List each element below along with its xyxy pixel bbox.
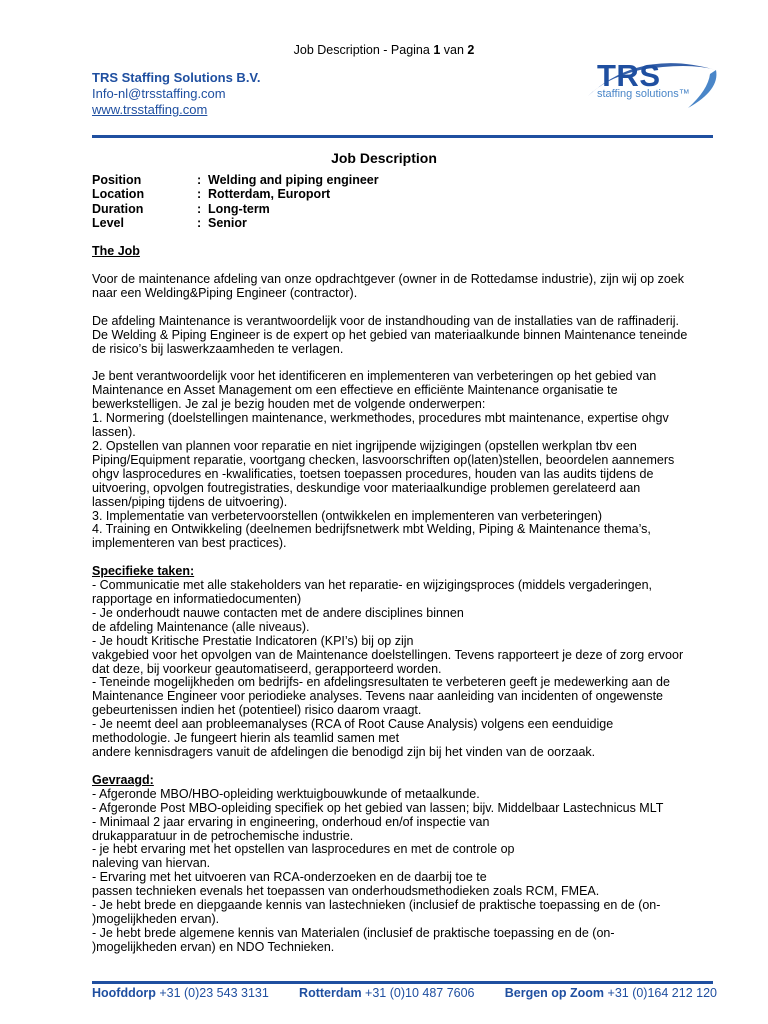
requirement-line: - Afgeronde MBO/HBO-opleiding werktuigbouwkunde of metaalkunde.: [92, 786, 480, 801]
task-line: rapportage en informatiedocumenten): [92, 592, 302, 607]
job-paragraph-2: [92, 315, 717, 357]
text-line: bewerkstelligen. Je zal je bezig houden met de volgende onderwerpen:: [92, 397, 486, 412]
office-phone: +31 (0)23 543 3131: [155, 986, 269, 1000]
office-phone: +31 (0)10 487 7606: [361, 986, 475, 1000]
company-block: [92, 70, 261, 118]
company-email-link[interactable]: Info-nl@trsstaffing.com: [92, 86, 226, 101]
text-line: 2. Opstellen van plannen voor reparatie en niet ingrijpende wijzigingen (opstellen werkplan tbv een: [92, 438, 637, 453]
requirement-line: - Ervaring met het uitvoeren van RCA-onderzoeken en de daarbij toe te: [92, 870, 487, 885]
logo-text: TRS: [597, 58, 661, 93]
info-value: Rotterdam, Europort: [208, 187, 331, 202]
info-value: Welding and piping engineer: [208, 173, 379, 187]
requirement-line: )mogelijkheden ervan) en NDO Technieken.: [92, 939, 335, 954]
task-line: - Je houdt Kritische Prestatie Indicatoren (KPI’s) bij op zijn: [92, 633, 414, 648]
logo-subtext: staffing solutions™: [597, 88, 690, 100]
info-value: Long-term: [208, 201, 270, 216]
info-row: [92, 216, 379, 230]
task-line: andere kennisdragers vanuit de afdelingen die benodigd zijn bij het vinden van de oorzaak.: [92, 745, 596, 759]
footer-office: [92, 986, 269, 1000]
requirement-line: - Je hebt brede algemene kennis van Materialen (inclusief de praktische toepassing en de (on-: [92, 925, 615, 940]
text-line: Maintenance en Asset Management om een effectieve en efficiënte Maintenance organisatie te: [92, 383, 618, 398]
info-row: [92, 187, 379, 201]
text-line: 1. Normering (doelstellingen maintenance, werkmethodes, procedures mbt maintenance, expertise ohgv: [92, 411, 669, 426]
info-colon: :: [197, 215, 202, 230]
text-line: ohgv lasprocedures en -kwalificaties, toetsen toepassen procedures, houden van las audits tijdens de: [92, 466, 654, 481]
info-colon: :: [197, 201, 202, 216]
info-row: [92, 173, 379, 187]
text-line: Voor de maintenance afdeling van onze opdrachtgever (owner in de Rottedamse industrie), zijn wij op zoek: [92, 271, 685, 286]
info-colon: :: [197, 173, 202, 187]
text-line: lassen).: [92, 425, 136, 440]
company-name: TRS Staffing Solutions B.V.: [92, 70, 261, 85]
section-heading-job: The Job: [92, 244, 140, 258]
header-page-total: 2: [467, 43, 475, 57]
footer-office: [505, 986, 717, 1000]
section-heading-tasks: Specifieke taken:: [92, 564, 195, 579]
text-line: de risico’s bij laswerkzaamheden te verlagen.: [92, 341, 344, 356]
text-line: lassen/piping tijdens de uitvoering).: [92, 494, 288, 509]
text-line: 4. Training en Ontwikkeling (deelnemen bedrijfsnetwerk mbt Welding, Piping & Maintenance thema’s,: [92, 522, 651, 537]
office-city: Bergen op Zoom: [504, 986, 605, 1000]
task-line: vakgebied voor het opvolgen van de Maintenance doelstellingen. Tevens rapporteert je deze of zorg ervoor: [92, 647, 684, 662]
header-page-number: 1: [433, 43, 441, 57]
text-line: uitvoering, opvolgen foutregistraties, deskundige voor materiaalkundige problemen gerelateerd aan: [92, 480, 641, 495]
info-colon: :: [197, 187, 202, 202]
info-row: [92, 202, 379, 216]
top-divider: [92, 135, 713, 138]
office-city: Hoofddorp: [92, 986, 156, 1000]
text-line: 3. Implementatie van verbetervoorstellen (ontwikkelen en implementeren van verbeteringen): [92, 508, 602, 523]
info-value: Senior: [208, 215, 247, 230]
job-paragraph-3: [92, 370, 717, 551]
requirement-line: drukapparatuur in de petrochemische industrie.: [92, 828, 354, 843]
task-line: methodologie. Je fungeert hierin als teamlid samen met: [92, 731, 400, 746]
info-key: Duration: [92, 201, 144, 216]
section-heading-requirements: Gevraagd:: [92, 772, 154, 787]
text-line: De afdeling Maintenance is verantwoordelijk voor de instandhouding van de installaties van de raffinaderij.: [92, 313, 679, 328]
task-line: gebeurtenissen indien het (potentieel) risico daarom vraagt.: [92, 703, 422, 718]
header-prefix: Job Description - Pagina: [293, 43, 434, 57]
requirements-list: [92, 788, 717, 955]
task-line: Maintenance Engineer voor periodieke analyses. Tevens naar aanleiding van incidenten of ongewenste: [92, 689, 663, 704]
page-header: [0, 43, 768, 57]
task-line: - Je onderhoudt nauwe contacten met de andere disciplines binnen: [92, 605, 464, 620]
requirement-line: - Je hebt brede en diepgaande kennis van lastechnieken (inclusief de praktische toepassing en de (on-: [92, 898, 661, 913]
company-logo: [570, 56, 720, 116]
requirement-line: naleving van hiervan.: [92, 856, 211, 871]
header-of: van: [440, 43, 468, 57]
bottom-divider: [92, 981, 713, 984]
footer-offices: [92, 986, 717, 1000]
requirement-line: - Afgeronde Post MBO-opleiding specifiek op het gebied van lassen; bijv. Middelbaar Lastechnicus MLT: [92, 800, 664, 815]
requirement-line: - je hebt ervaring met het opstellen van lasprocedures en met de controle op: [92, 842, 515, 857]
document-title: Job Description: [331, 150, 437, 166]
text-line: implementeren van best practices).: [92, 536, 287, 551]
text-line: Piping/Equipment reparatie, voortgang checken, lasvoorschriften op(laten)stellen, beoordelen aannemers: [92, 452, 675, 467]
text-line: De Welding & Piping Engineer is de expert op het gebied van materiaalkunde binnen Maintenance teneinde: [92, 327, 688, 342]
task-line: dat deze, bij voorkeur geautomatiseerd, gerapporteerd worden.: [92, 661, 442, 676]
text-line: Je bent verantwoordelijk voor het identificeren en implementeren van verbeteringen op het gebied van: [92, 369, 657, 384]
info-key: Position: [92, 173, 142, 187]
requirement-line: passen technieken evenals het toepassen van onderhoudsmethodieken zoals RCM, FMEA.: [92, 884, 600, 899]
task-line: - Je neemt deel aan probleemanalyses (RCA of Root Cause Analysis) volgens een eenduidige: [92, 717, 614, 732]
task-line: - Teneinde mogelijkheden om bedrijfs- en afdelingsresultaten te verbeteren geeft je medewerking aan de: [92, 675, 670, 690]
document-body: [92, 245, 717, 955]
task-line: de afdeling Maintenance (alle niveaus).: [92, 619, 310, 634]
requirement-line: - Minimaal 2 jaar ervaring in engineering, onderhoud en/of inspectie van: [92, 814, 490, 829]
task-line: - Communicatie met alle stakeholders van het reparatie- en wijzigingsproces (middels vergaderingen,: [92, 578, 652, 593]
text-line: naar een Welding&Piping Engineer (contractor).: [92, 285, 358, 300]
office-city: Rotterdam: [299, 986, 362, 1000]
requirement-line: )mogelijkheden ervan).: [92, 911, 220, 926]
footer-office: [299, 986, 474, 1000]
info-key: Level: [92, 215, 124, 230]
company-website-link[interactable]: www.trsstaffing.com: [92, 102, 208, 117]
office-phone: +31 (0)164 212 120: [604, 986, 717, 1000]
job-paragraph-1: [92, 273, 717, 301]
info-key: Location: [92, 187, 145, 202]
tasks-list: [92, 579, 717, 760]
job-info-table: [92, 173, 379, 230]
